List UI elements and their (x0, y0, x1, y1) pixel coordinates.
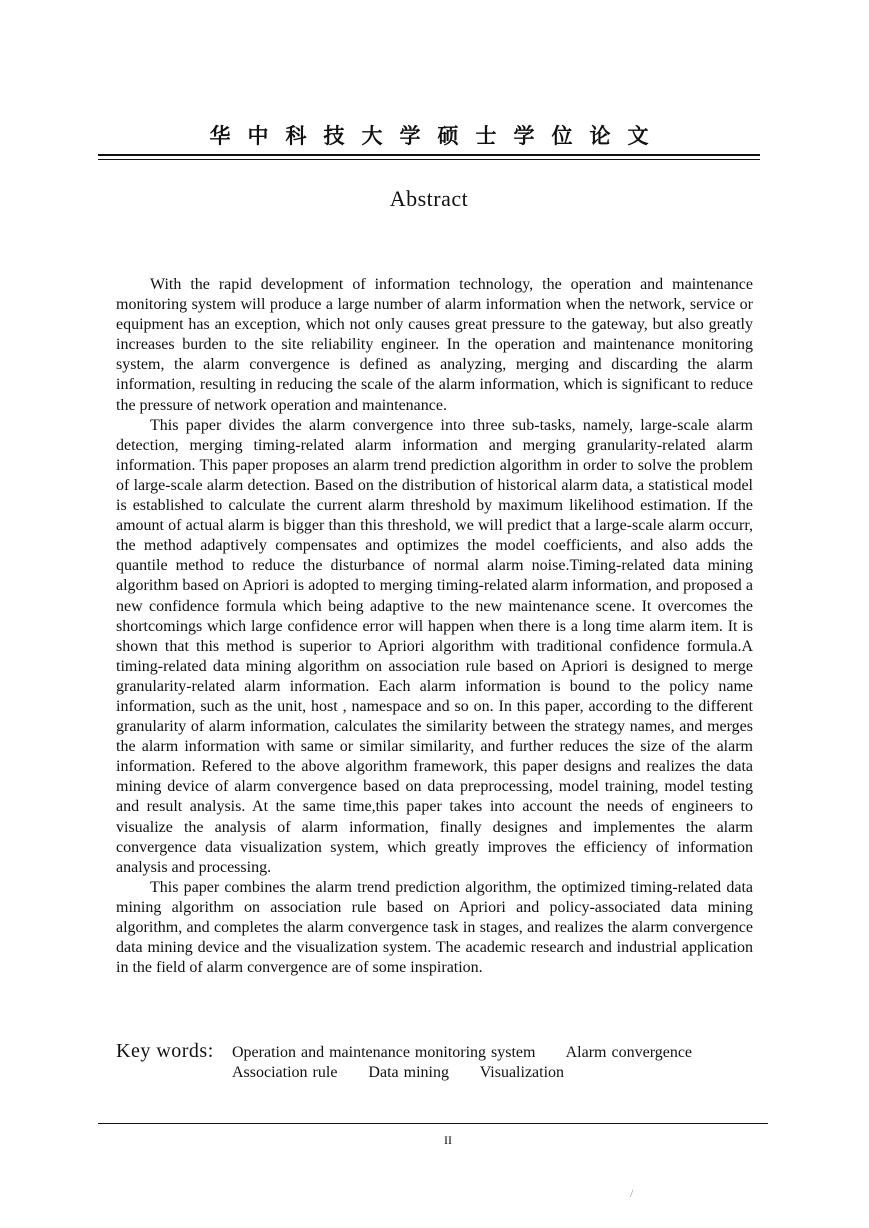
page-number: II (444, 1133, 452, 1147)
stray-mark: / (630, 1186, 634, 1200)
keywords-line-1 (232, 1044, 718, 1062)
abstract-body (116, 275, 753, 978)
header-rule-thick (98, 154, 760, 156)
running-header-title: 华中科技大学硕士学位论文 (209, 123, 666, 148)
abstract-heading: Abstract (389, 186, 469, 211)
keyword-item: Association rule (232, 1064, 338, 1081)
abstract-paragraph-1: With the rapid development of information technology, the operation and maintenance monitoring system will produce a large number of alarm information when the network, service or equipment has an exception, which not only causes great pressure to the gateway, but also greatly increases burden to the site reliability engineer. In the operation and maintenance monitoring system, the alarm convergence is defined as analyzing, merging and discarding the alarm information, resulting in reducing the scale of the alarm information, which is significant to reduce the pressure of network operation and maintenance. (116, 276, 753, 414)
keyword-item: Visualization (479, 1064, 565, 1081)
header-rule-thin (98, 159, 760, 160)
keyword-item: Operation and maintenance monitoring system (232, 1044, 536, 1061)
abstract-paragraph-3: This paper combines the alarm trend prediction algorithm, the optimized timing-related data mining algorithm on association rule based on Apriori and policy-associated data mining algorithm, and completes the alarm convergence task in stages, and realizes the alarm convergence data mining device and the visualization system. The academic research and industrial application in the field of alarm convergence are of some inspiration. (116, 878, 753, 977)
keyword-item: Data mining (368, 1064, 449, 1081)
keyword-item: Alarm convergence (565, 1044, 693, 1061)
abstract-paragraph-2: This paper divides the alarm convergence into three sub-tasks, namely, large-scale alarm detection, merging timing-related alarm information and merging granularity-related alarm information. This paper proposes an alarm trend prediction algorithm in order to solve the problem of large-scale alarm detection. Based on the distribution of historical alarm data, a statistical model is established to calculate the current alarm threshold by maximum likelihood estimation. If the amount of actual alarm is bigger than this threshold, we will predict that a large-scale alarm occurr, the method adaptively compensates and optimizes the model coefficients, and also adds the quantile method to reduce the disturbance of normal alarm noise.Timing-related data mining algorithm based on Apriori is adopted to merging timing-related alarm information, and proposed a new confidence formula which being adaptive to the new maintenance scene. It overcomes the shortcomings which large confidence error will happen when there is a long time alarm item. It is shown that this method is superior to Apriori algorithm with traditional confidence formula.A timing-related data mining algorithm on association rule based on Apriori is designed to merge granularity-related alarm information. Each alarm information is bound to the policy name information, such as the unit, host , namespace and so on. In this paper, according to the different granularity of alarm information, calculates the similarity between the strategy names, and merges the alarm information with same or similar similarity, and further reduces the size of the alarm information. Refered to the above algorithm framework, this paper designs and realizes the data mining device of alarm convergence based on data preprocessing, model training, model testing and result analysis. At the same time,this paper takes into account the needs of engineers to visualize the analysis of alarm information, finally designes and implementes the alarm convergence data visualization system, which greatly improves the efficiency of information analysis and processing. (116, 416, 753, 876)
keywords-line-2 (232, 1064, 590, 1082)
footer-rule (98, 1123, 768, 1124)
keywords-label: Key words: (116, 1040, 214, 1062)
